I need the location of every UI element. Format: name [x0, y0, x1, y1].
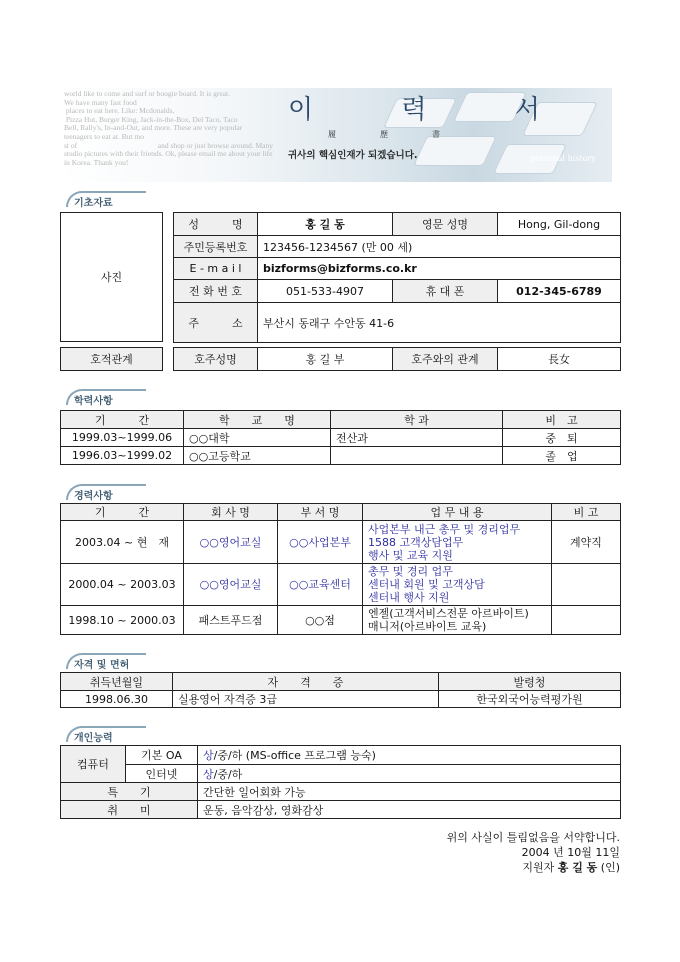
cell: ○○사업본부	[278, 521, 363, 564]
special-value: 간단한 일어회화 가능	[198, 783, 621, 801]
table-row	[61, 521, 621, 564]
duty-line: 센터내 행사 지원	[368, 591, 450, 604]
section-title: 개인능력	[74, 733, 113, 744]
eng-name-label: 영문 성명	[393, 213, 498, 236]
address-value: 부산시 동래구 수안동 41-6	[258, 303, 621, 343]
oa-label: 기본 OA	[126, 746, 198, 765]
duty-line: 매니저(아르바이트 교육)	[368, 620, 487, 633]
phone-label: 전 화 번 호	[174, 280, 258, 303]
section-basic	[60, 191, 200, 207]
section-career	[60, 484, 200, 500]
cell: 한국외국어능력평가원	[439, 691, 621, 708]
cell	[552, 564, 621, 606]
email-value: bizforms@bizforms.co.kr	[258, 258, 621, 280]
eng-name-value: Hong, Gil-dong	[498, 213, 621, 236]
hobby-label: 취 미	[61, 801, 198, 819]
applicant-name: 홍 길 동	[557, 861, 598, 874]
cell: ○○영어교실	[184, 521, 278, 564]
table-row	[61, 691, 621, 708]
col-header: 기 간	[61, 411, 184, 429]
cell: 1999.03~1999.06	[61, 429, 184, 447]
section-skills	[60, 726, 200, 742]
id-label: 주민등록번호	[174, 236, 258, 258]
oa-desc: /중/하 (MS-office 프로그램 능숙)	[213, 749, 376, 762]
cell: 계약직	[552, 521, 621, 564]
document-title: 이 력 서	[288, 95, 580, 125]
career-table	[60, 503, 621, 635]
cell: ○○대학	[184, 429, 331, 447]
duty-line: 센터내 회원 및 고객상담	[368, 578, 485, 591]
skills-table	[60, 745, 621, 819]
section-title: 기초자료	[74, 198, 113, 209]
internet-level: 상	[203, 767, 214, 781]
id-value: 123456-1234567 (만 00 세)	[258, 236, 621, 258]
col-header: 기 간	[61, 504, 184, 521]
duty-line: 총무 및 경리 업무	[368, 565, 453, 578]
head-label: 호주성명	[174, 348, 258, 371]
cell: 졸 업	[503, 447, 621, 465]
cell: 1996.03~1999.02	[61, 447, 184, 465]
table-row	[61, 606, 621, 635]
col-header: 회 사 명	[184, 504, 278, 521]
seal-mark: (인)	[600, 861, 620, 874]
family-label: 호적관계	[61, 348, 163, 371]
cell: 1998.06.30	[61, 691, 173, 708]
special-label: 특 기	[61, 783, 198, 801]
duty-line: 사업본부 내근 총무 및 경리업무	[368, 522, 521, 536]
mobile-value: 012-345-6789	[498, 280, 621, 303]
photo-placeholder: 사진	[61, 213, 163, 342]
cell: 2003.04 ~ 현 재	[61, 521, 184, 564]
pledge: 위의 사실이 틀림없음을 서약합니다.	[446, 831, 620, 844]
cell	[552, 606, 621, 635]
col-header: 발령청	[439, 673, 621, 691]
sign-date: 2004 년 10월 11일	[521, 846, 620, 859]
section-license	[60, 653, 200, 669]
hobby-value: 운동, 음악감상, 영화감상	[198, 801, 621, 819]
col-header: 비 고	[503, 411, 621, 429]
family-label-box	[60, 347, 163, 371]
applicant-label: 지원자	[522, 861, 555, 874]
basic-info-table	[173, 212, 621, 343]
title-hanja: 履歷書	[328, 130, 484, 139]
table-row	[61, 429, 621, 447]
col-header: 학 과	[331, 411, 503, 429]
cell: ○○고등학교	[184, 447, 331, 465]
mobile-label: 휴 대 폰	[393, 280, 498, 303]
background-text: world like to come and surf or boogie board. It is great. We have many fast food places to eat here. Like: Mcdonalds, Pizza Hut, Burger King, Jack-in-the-Box, Del Taco, Taco Bell, Rally's, In-and-Out, and more. These are very popular teenagers to eat at. But mo st of and shop or just browse around. Many studio pictures with their friends. Ok, please email me about your life in Korea. Thank you!	[64, 89, 273, 167]
col-header: 비 고	[552, 504, 621, 521]
license-table	[60, 672, 621, 708]
section-title: 경력사항	[74, 491, 113, 502]
duty-line: 엔젤(고객서비스전문 아르바이트)	[368, 607, 529, 620]
cell: 패스트푸드점	[184, 606, 278, 635]
cell: ○○교육센터	[278, 564, 363, 606]
applicant-signature	[522, 861, 620, 874]
col-header: 학 교 명	[184, 411, 331, 429]
internet-label: 인터넷	[126, 765, 198, 783]
duty-line: 행사 및 교육 지원	[368, 548, 453, 562]
phone-value: 051-533-4907	[258, 280, 393, 303]
photo-box	[60, 212, 163, 342]
education-table	[60, 410, 621, 465]
name-value: 홍 길 동	[258, 213, 393, 236]
header-banner	[60, 88, 612, 182]
relation-value: 長女	[498, 348, 621, 371]
tagline: personal history	[530, 154, 596, 163]
cell: ○○점	[278, 606, 363, 635]
name-label: 성 명	[174, 213, 258, 236]
family-table	[173, 347, 621, 371]
cell: 실용영어 자격증 3급	[173, 691, 439, 708]
oa-level: 상	[203, 749, 214, 762]
col-header: 업 무 내 용	[363, 504, 552, 521]
section-education	[60, 389, 200, 405]
col-header: 자 격 증	[173, 673, 439, 691]
head-name: 홍 길 부	[258, 348, 393, 371]
internet-desc: /중/하	[213, 767, 243, 781]
cell: 중 퇴	[503, 429, 621, 447]
table-row	[61, 564, 621, 606]
cell: 2000.04 ~ 2003.03	[61, 564, 184, 606]
address-label: 주 소	[174, 303, 258, 343]
slogan: 귀사의 핵심인재가 되겠습니다.	[288, 150, 418, 161]
duty-line: 1588 고객상담업무	[368, 535, 464, 549]
cell: 전산과	[331, 429, 503, 447]
cell: ○○영어교실	[184, 564, 278, 606]
computer-label: 컴퓨터	[61, 746, 126, 783]
email-label: E - m a i l	[174, 258, 258, 280]
cell	[331, 447, 503, 465]
section-title: 학력사항	[74, 396, 113, 407]
section-title: 자격 및 면허	[74, 660, 130, 671]
col-header: 취득년월일	[61, 673, 173, 691]
col-header: 부 서 명	[278, 504, 363, 521]
relation-label: 호주와의 관계	[393, 348, 498, 371]
table-row	[61, 447, 621, 465]
cell: 1998.10 ~ 2000.03	[61, 606, 184, 635]
